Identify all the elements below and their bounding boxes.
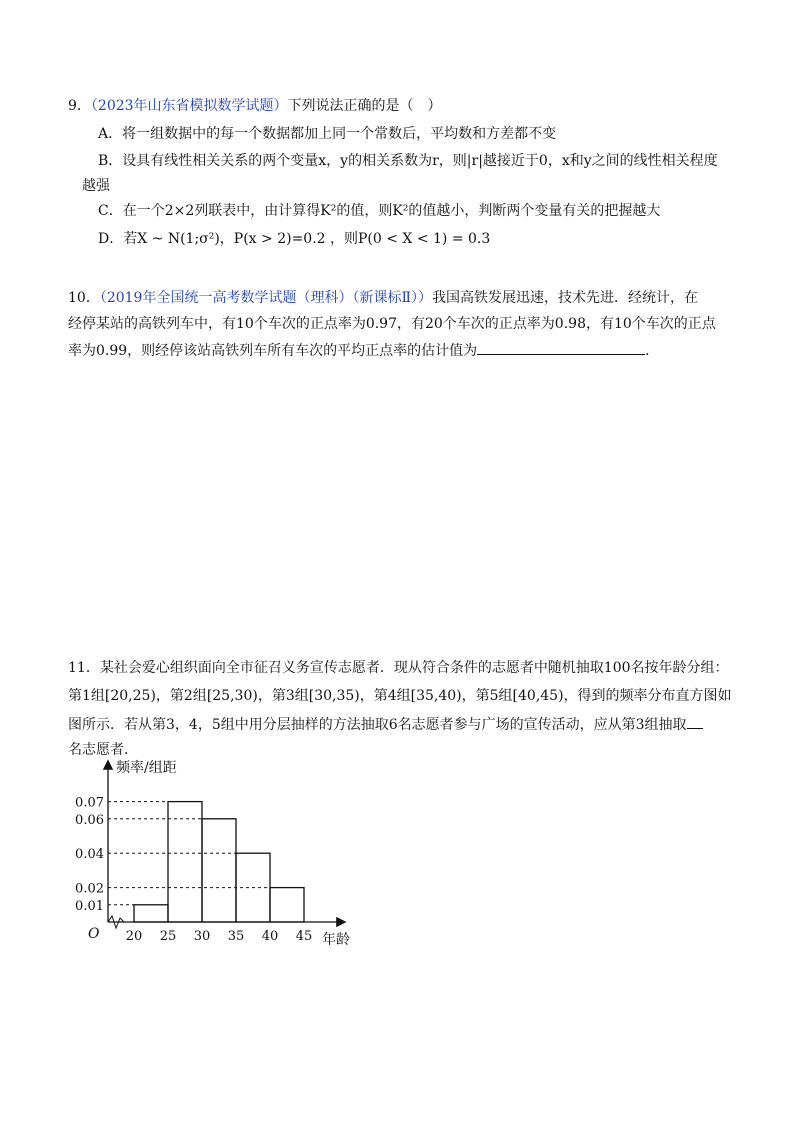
x-tick-label: 20 (125, 929, 143, 944)
histogram-bar (134, 905, 168, 922)
histogram-bar (270, 888, 304, 922)
x-tick-label: 35 (227, 929, 245, 944)
x-tick-label: 40 (261, 929, 279, 944)
q10-text-1: 我国高铁发展迅速，技术先进．经统计，在 (431, 290, 698, 306)
y-tick-label: 0.06 (75, 812, 104, 828)
q9-stem: 下列说法正确的是（ ） (287, 98, 442, 114)
q11-line-2: 第1组[20,25)，第2组[25,30)，第3组[30,35)，第4组[35,40)，第5组[40,45)，得到的频率分布直方图如 (68, 688, 732, 704)
origin-label: O (88, 926, 100, 942)
q11-line-1: 11．某社会爱心组织面向全市征召义务宣传志愿者．现从符合条件的志愿者中随机抽取100名按年龄分组： (68, 660, 729, 676)
x-tick-label: 45 (295, 929, 313, 944)
x-axis-label: 年龄 (322, 932, 350, 948)
q10-source: （2019年全国统一高考数学试题（理科）（新课标Ⅱ）） (99, 290, 432, 306)
q10-text-3: 率为0.99，则经停该站高铁列车所有车次的平均正点率的估计值为 (68, 343, 478, 359)
q10-end: ． (645, 343, 660, 359)
y-tick-label: 0.04 (75, 847, 104, 863)
y-tick-label: 0.01 (75, 898, 104, 914)
answer-blank[interactable] (477, 340, 645, 355)
x-tick-label: 30 (193, 929, 211, 944)
q10-line-2: 经停某站的高铁列车中，有10个车次的正点率为0.97，有20个车次的正点率为0.98，有10个车次的正点 (68, 316, 716, 332)
q11-line-4: 名志愿者． (68, 742, 138, 758)
y-tick-label: 0.07 (75, 795, 104, 811)
histogram-chart (68, 758, 368, 958)
q9-number: 9． (68, 98, 91, 114)
q10-line-3 (68, 340, 659, 361)
q9-option-b-cont: 越强 (82, 178, 110, 194)
histogram-bar (168, 802, 202, 922)
q10-line-1 (68, 288, 698, 308)
q9-option-c: C．在一个2×2列联表中，由计算得K²的值，则K²的值越小，判断两个变量有关的把握越大 (98, 203, 661, 219)
x-tick-label: 25 (159, 929, 177, 944)
q9-option-a: A．将一组数据中的每一个数据都加上同一个常数后，平均数和方差都不变 (98, 126, 557, 142)
q9-source: （2023年山东省模拟数学试题） (90, 98, 288, 114)
q11-line-3 (68, 714, 703, 735)
answer-blank[interactable] (687, 714, 703, 729)
q9-stem-line (68, 96, 442, 116)
q10-number: 10． (68, 290, 100, 306)
y-axis-label: 频率/组距 (116, 760, 177, 776)
q11-text-3: 图所示．若从第3，4，5组中用分层抽样的方法抽取6名志愿者参与广场的宣传活动，应从第3组抽取 (68, 717, 687, 733)
q9-option-d: D．若X ~ N(1;σ²)，P(x > 2)=0.2 ，则P(0 < X < 1) = 0.3 (98, 231, 491, 247)
y-tick-label: 0.02 (75, 881, 104, 897)
histogram-bar (202, 819, 236, 922)
q9-option-b: B．设具有线性相关关系的两个变量x，y的相关系数为r，则|r|越接近于0，x和y之间的线性相关程度 (98, 153, 718, 169)
